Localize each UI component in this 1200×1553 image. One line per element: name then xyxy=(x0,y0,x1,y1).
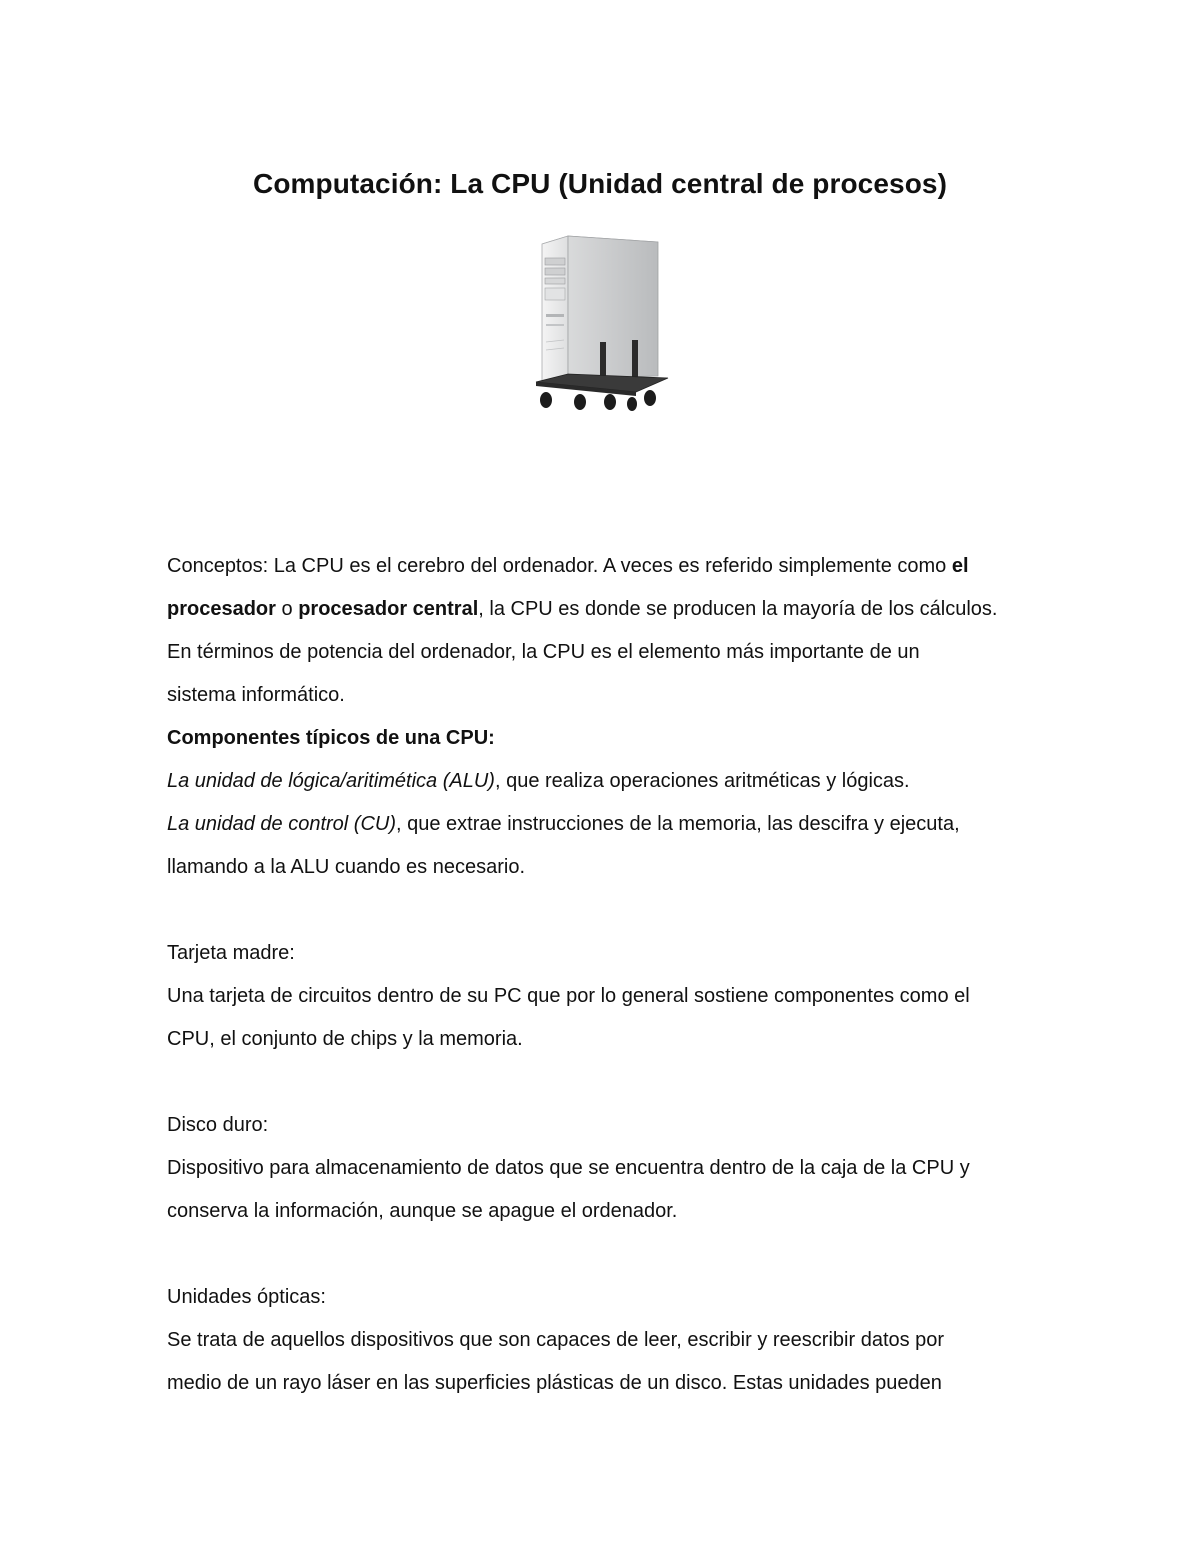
italic-term: La unidad de lógica/aritimética (ALU) xyxy=(167,770,495,792)
opticas-heading: Unidades ópticas: xyxy=(167,1286,326,1308)
computer-tower-icon xyxy=(528,232,678,412)
conceptos-line-1 xyxy=(167,545,1047,588)
bold-term: procesador xyxy=(167,598,276,620)
tarjeta-line-1: Una tarjeta de circuitos dentro de su PC que por lo general sostiene componentes como el xyxy=(167,985,970,1007)
text-run: , que realiza operaciones aritméticas y lógicas. xyxy=(494,770,910,792)
disco-line-1: Dispositivo para almacenamiento de datos que se encuentra dentro de la caja de la CPU y xyxy=(167,1157,970,1179)
conceptos-line-3: En términos de potencia del ordenador, la CPU es el elemento más importante de un xyxy=(167,641,920,663)
section-heading: Componentes típicos de una CPU: xyxy=(167,727,495,749)
opticas-line-2: medio de un rayo láser en las superficies plásticas de un disco. Estas unidades pueden xyxy=(167,1372,942,1394)
disco-line-2: conserva la información, aunque se apague el ordenador. xyxy=(167,1200,678,1222)
conceptos-line-4: sistema informático. xyxy=(167,684,345,706)
document-body xyxy=(167,545,1047,1405)
bold-term: el xyxy=(951,555,969,577)
page-title: Computación: La CPU (Unidad central de procesos) xyxy=(253,168,947,199)
opticas-line-1: Se trata de aquellos dispositivos que son capaces de leer, escribir y reescribir datos por xyxy=(167,1329,945,1351)
italic-term: La unidad de control (CU) xyxy=(167,813,397,835)
tarjeta-line-2: CPU, el conjunto de chips y la memoria. xyxy=(167,1028,523,1050)
componentes-heading xyxy=(167,717,1047,760)
text-run: o xyxy=(275,598,299,620)
disco-heading: Disco duro: xyxy=(167,1114,269,1136)
cu-line xyxy=(167,803,1047,846)
paragraph-gap xyxy=(167,1061,1047,1104)
tarjeta-heading: Tarjeta madre: xyxy=(167,942,295,964)
cu-line-2: llamando a la ALU cuando es necesario. xyxy=(167,856,526,878)
bold-term: procesador central xyxy=(298,598,479,620)
conceptos-line-2 xyxy=(167,588,1047,631)
text-run: , la CPU es donde se producen la mayoría de los cálculos. xyxy=(478,598,998,620)
alu-line xyxy=(167,760,1047,803)
paragraph-gap xyxy=(167,1233,1047,1276)
text-run: , que extrae instrucciones de la memoria, las descifra y ejecuta, xyxy=(396,813,960,835)
text-run: Conceptos: La CPU es el cerebro del ordenador. A veces es referido simplemente como xyxy=(167,555,952,577)
paragraph-gap xyxy=(167,889,1047,932)
